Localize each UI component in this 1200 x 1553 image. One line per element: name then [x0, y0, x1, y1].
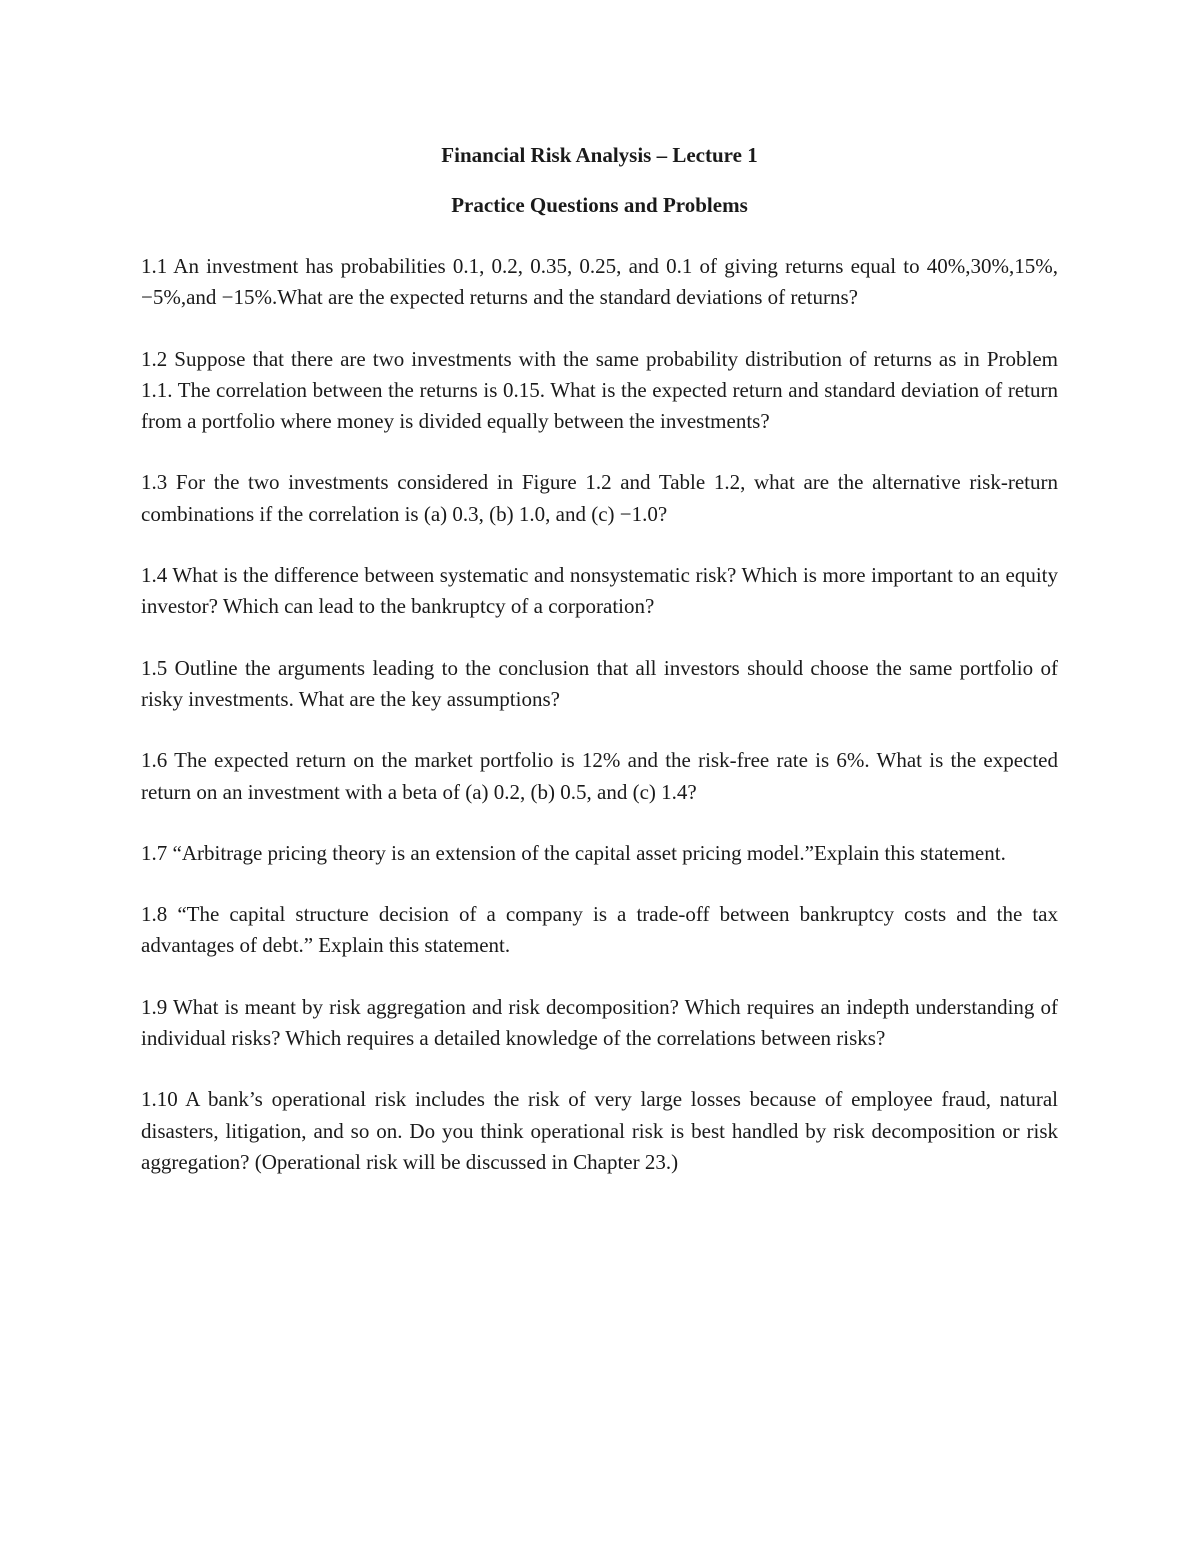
question-1-2: 1.2 Suppose that there are two investments with the same probability distribution of returns as in Problem 1.1. The correlation between the returns is 0.15. What is the expected return and standard deviation of return from a portfolio where money is divided equally between the investments?	[141, 346, 1058, 434]
question-1-4: 1.4 What is the difference between systematic and nonsystematic risk? Which is more important to an equity investor? Which can lead to the bankruptcy of a corporation?	[141, 563, 1058, 619]
question-1-3: 1.3 For the two investments considered in Figure 1.2 and Table 1.2, what are the alternative risk-return combinations if the correlation is (a) 0.3, (b) 1.0, and (c) −1.0?	[141, 470, 1058, 526]
question-1-6: 1.6 The expected return on the market portfolio is 12% and the risk-free rate is 6%. What is the expected return on an investment with a beta of (a) 0.2, (b) 0.5, and (c) 1.4?	[141, 748, 1058, 804]
question-1-1: 1.1 An investment has probabilities 0.1, 0.2, 0.35, 0.25, and 0.1 of giving returns equal to 40%,30%,15%,−5%,and −15%.What are the expected returns and the standard deviations of returns?	[141, 254, 1058, 310]
question-1-8: 1.8 “The capital structure decision of a company is a trade-off between bankruptcy costs and the tax advantages of debt.” Explain this statement.	[141, 902, 1058, 958]
document-subtitle: Practice Questions and Problems	[451, 193, 748, 217]
question-1-10: 1.10 A bank’s operational risk includes the risk of very large losses because of employee fraud, natural disasters, litigation, and so on. Do you think operational risk is best handled by risk decomposition or risk aggregation? (Operational risk will be discussed in Chapter 23.)	[141, 1087, 1058, 1174]
question-1-5: 1.5 Outline the arguments leading to the conclusion that all investors should choose the same portfolio of risky investments. What are the key assumptions?	[141, 655, 1058, 711]
document-title: Financial Risk Analysis – Lecture 1	[441, 143, 758, 167]
document-body	[141, 140, 1058, 1208]
question-1-9: 1.9 What is meant by risk aggregation and risk decomposition? Which requires an indepth understanding of individual risks? Which requires a detailed knowledge of the correlations between risks?	[141, 994, 1058, 1051]
question-1-7: 1.7 “Arbitrage pricing theory is an extension of the capital asset pricing model.”Explain this statement.	[141, 840, 1006, 865]
